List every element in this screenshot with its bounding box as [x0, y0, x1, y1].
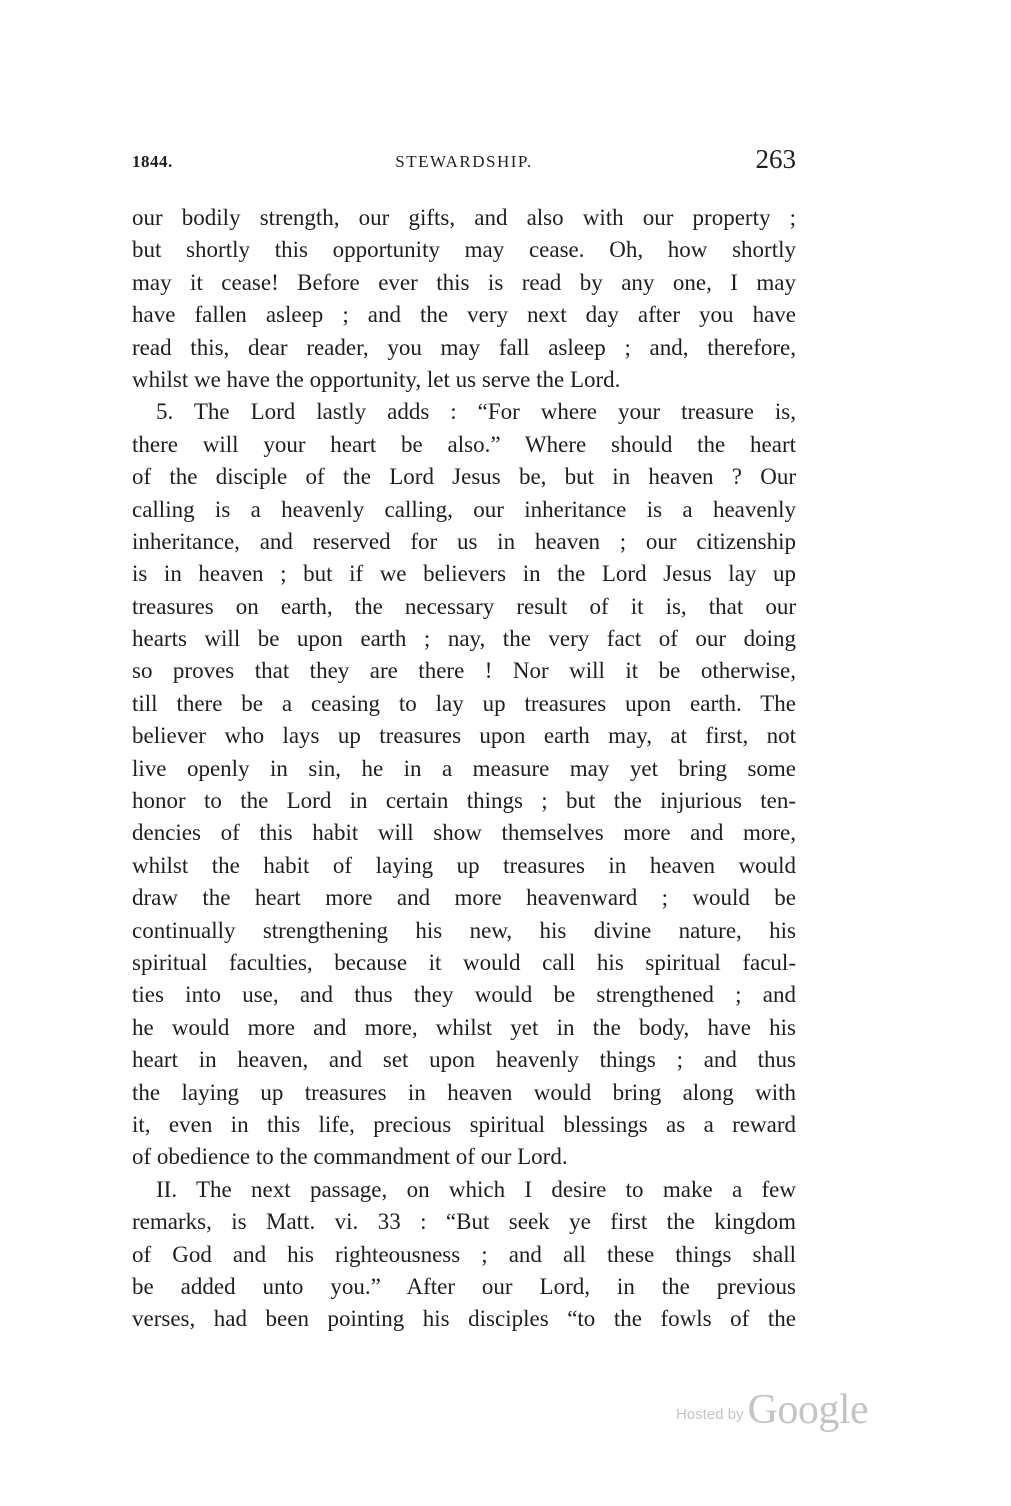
text-line: whilst the habit of laying up treasures in heaven would [132, 852, 796, 878]
text-line: read this, dear reader, you may fall asleep ; and, therefore, [132, 334, 796, 360]
text-line: verses, had been pointing his disciples “to the fowls of the [132, 1306, 796, 1332]
text-line: till there be a ceasing to lay up treasures upon earth. The [132, 690, 796, 716]
text-line: so proves that they are there ! Nor will it be otherwise, [132, 658, 796, 684]
text-line: but shortly this opportunity may cease. Oh, how shortly [132, 237, 796, 263]
text-line: our bodily strength, our gifts, and also with our property ; [132, 205, 796, 230]
text-line: draw the heart more and more heavenward ; would be [132, 885, 796, 911]
body-text [132, 202, 796, 1336]
watermark-hosted-by: Hosted by [676, 1406, 744, 1423]
running-head-title: STEWARDSHIP. [395, 152, 533, 171]
running-head [132, 146, 796, 180]
text-line: honor to the Lord in certain things ; but the injurious ten- [132, 788, 796, 814]
text-line: he would more and more, whilst yet in the body, have his [132, 1014, 796, 1040]
text-line: spiritual faculties, because it would call his spiritual facul- [132, 949, 796, 975]
text-line: of the disciple of the Lord Jesus be, but in heaven ? Our [132, 464, 796, 490]
text-line: whilst we have the opportunity, let us serve the Lord. [132, 366, 621, 392]
text-line: hearts will be upon earth ; nay, the very fact of our doing [132, 626, 796, 652]
text-line: II. The next passage, on which I desire to make a few [156, 1176, 796, 1202]
text-line: it, even in this life, precious spiritual blessings as a reward [132, 1111, 796, 1137]
text-line: remarks, is Matt. vi. 33 : “But seek ye first the kingdom [132, 1209, 796, 1235]
text-line: may it cease! Before ever this is read by any one, I may [132, 269, 796, 295]
text-line: of God and his righteousness ; and all these things shall [132, 1241, 796, 1267]
text-line: be added unto you.” After our Lord, in the previous [132, 1273, 796, 1299]
text-line: live openly in sin, he in a measure may yet bring some [132, 755, 796, 781]
text-line: ties into use, and thus they would be strengthened ; and [132, 982, 796, 1008]
text-line: the laying up treasures in heaven would bring along with [132, 1079, 796, 1105]
page-number: 263 [755, 144, 796, 174]
hosted-by-google-watermark [676, 1386, 868, 1436]
text-line: dencies of this habit will show themselves more and more, [132, 820, 796, 846]
text-line: treasures on earth, the necessary result of it is, that our [132, 593, 796, 619]
text-line: continually strengthening his new, his divine nature, his [132, 917, 796, 943]
text-line: have fallen asleep ; and the very next day after you have [132, 302, 796, 328]
text-line: calling is a heavenly calling, our inheritance is a heavenly [132, 496, 796, 522]
watermark-google-logo: Google [747, 1387, 869, 1433]
text-line: heart in heaven, and set upon heavenly things ; and thus [132, 1047, 796, 1073]
running-head-year: 1844. [132, 152, 173, 171]
text-line: believer who lays up treasures upon earth may, at first, not [132, 723, 796, 749]
text-line: there will your heart be also.” Where should the heart [132, 431, 796, 457]
text-line: of obedience to the commandment of our Lord. [132, 1144, 568, 1170]
text-line: inheritance, and reserved for us in heaven ; our citizenship [132, 528, 796, 554]
text-line: is in heaven ; but if we believers in the Lord Jesus lay up [132, 561, 796, 587]
text-line: 5. The Lord lastly adds : “For where your treasure is, [156, 399, 796, 425]
